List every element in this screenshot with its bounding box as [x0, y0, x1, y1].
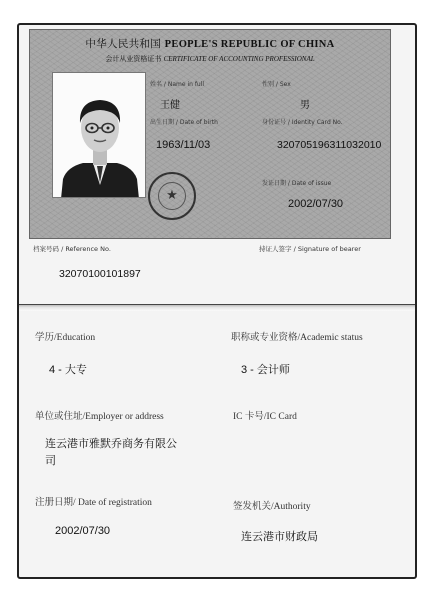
academic-status-label: 职称或专业资格/Academic status	[231, 333, 363, 343]
reference-label: 档案号码 / Reference No.	[33, 245, 111, 253]
authority-value: 连云港市财政局	[241, 531, 318, 543]
card-subtitle	[30, 54, 390, 64]
card-title-cn: 中华人民共和国	[85, 38, 162, 50]
card-subtitle-cn: 会计从业资格证书	[105, 55, 162, 63]
sex-label: 性别 / Sex	[262, 81, 291, 88]
education-label: 学历/Education	[35, 333, 96, 343]
card-subtitle-en: CERTIFICATE OF ACCOUNTING PROFESSIONAL	[163, 55, 315, 63]
official-seal	[148, 172, 196, 220]
issue-date-label: 发证日期 / Date of issue	[262, 180, 332, 187]
academic-status-value: 3 - 会计师	[241, 364, 290, 376]
reference-value: 32070100101897	[59, 268, 141, 280]
education-value: 4 - 大专	[49, 364, 87, 376]
issue-date-value: 2002/07/30	[288, 198, 344, 210]
registration-date-label: 注册日期/ Date of registration	[35, 498, 152, 508]
certificate-card	[29, 29, 391, 239]
id-number-value: 320705196311032010	[277, 139, 382, 151]
card-title-en: PEOPLE'S REPUBLIC OF CHINA	[164, 39, 335, 50]
sex-value: 男	[300, 100, 310, 111]
card-title	[30, 36, 390, 51]
signature-label: 持证人签字 / Signature of bearer	[259, 245, 361, 253]
employer-label: 单位或住址/Employer or address	[35, 412, 164, 422]
seal-star-icon: ★	[166, 188, 178, 203]
registration-date-value: 2002/07/30	[55, 525, 111, 537]
dob-label: 出生日期 / Date of birth	[150, 119, 218, 126]
employer-value: 连云港市雅默乔商务有限公司	[45, 438, 177, 467]
portrait-image	[53, 73, 146, 198]
ic-card-label: IC 卡号/IC Card	[233, 412, 297, 422]
name-value: 王健	[160, 100, 180, 111]
authority-label: 签发机关/Authority	[233, 502, 311, 512]
name-label: 姓名 / Name in full	[150, 81, 205, 88]
id-number-label: 身份证号 / Identity Card No.	[262, 119, 343, 126]
certificate-document	[17, 23, 417, 579]
page-fold	[19, 304, 415, 311]
dob-value: 1963/11/03	[156, 139, 211, 151]
bearer-photo	[52, 72, 146, 198]
